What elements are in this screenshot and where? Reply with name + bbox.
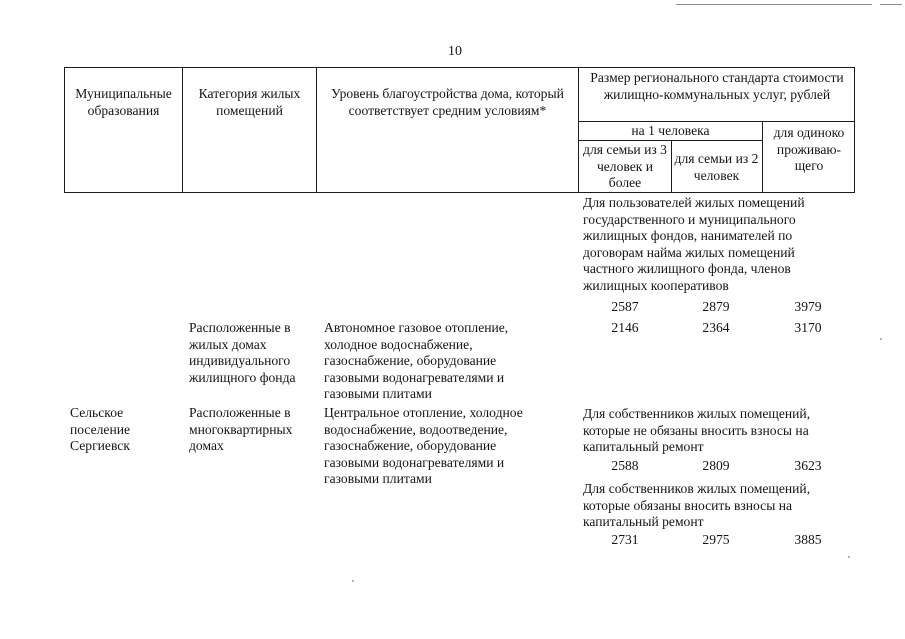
- header-family-3plus: для семьи из 3 человек и более: [583, 142, 667, 191]
- owners-not-obliged-value-family-2: 2809: [702, 458, 730, 473]
- owners-obliged-title: Для собственников жилых помещений, которые обязаны вносить взносы на капитальный ремонт: [583, 481, 811, 530]
- table-col-divider-1: [182, 67, 183, 193]
- sergievsk-category: Расположенные в многоквартирных домах: [189, 405, 293, 454]
- section-tenants-title: Для пользователей жилых помещений государственного и муниципального жилищных фондов, нанимателей по договорам найма жилых помещений частного жилищного фонда, членов жилищных кооперативов: [583, 195, 805, 293]
- tenants-value-family-2: 2879: [702, 299, 730, 314]
- owners-obliged-value-family-3plus: 2731: [611, 532, 639, 547]
- individual-value-single: 3170: [794, 320, 822, 335]
- tenants-value-single: 3979: [794, 299, 822, 314]
- table-border-left: [64, 67, 65, 193]
- owners-obliged-value-family-2: 2975: [702, 532, 730, 547]
- table-col-divider-3: [578, 67, 579, 193]
- header-per-person: на 1 человека: [631, 123, 710, 138]
- header-standard-size: Размер регионального стандарта стоимости жилищно-коммунальных услуг, рублей: [590, 70, 844, 102]
- header-municipalities: Муниципальные образования: [75, 86, 172, 118]
- scan-line-top: [676, 4, 872, 5]
- owners-not-obliged-title: Для собственников жилых помещений, которые не обязаны вносить взносы на капитальный ремонт: [583, 406, 811, 455]
- header-improvement-level: Уровень благоустройства дома, который соответствует средним условиям*: [331, 86, 564, 118]
- header-family-2: для семьи из 2 человек: [674, 151, 759, 183]
- header-single: для одиноко проживаю-щего: [773, 125, 845, 174]
- table-rule-mid: [579, 121, 855, 122]
- table-col-divider-2: [316, 67, 317, 193]
- individual-value-family-2: 2364: [702, 320, 730, 335]
- sergievsk-improvement-level: Центральное отопление, холодное водоснабжение, водоотведение, газоснабжение, оборудование газовыми водонагревателями и газовыми плитами: [324, 405, 523, 487]
- tenants-value-family-3plus: 2587: [611, 299, 639, 314]
- header-category: Категория жилых помещений: [198, 86, 301, 118]
- page-number: 10: [448, 44, 462, 59]
- individual-category: Расположенные в жилых домах индивидуального жилищного фонда: [189, 320, 296, 385]
- table-border-right: [854, 67, 855, 193]
- individual-value-family-3plus: 2146: [611, 320, 639, 335]
- scan-line-top-right: [880, 4, 902, 5]
- individual-improvement-level: Автономное газовое отопление, холодное водоснабжение, газоснабжение, оборудование газовыми водонагревателями и газовыми плитами: [324, 320, 509, 402]
- scan-speck: [352, 580, 354, 582]
- sergievsk-municipality: Сельское поселение Сергиевск: [70, 405, 131, 454]
- owners-obliged-value-single: 3885: [794, 532, 822, 547]
- table-col-divider-5: [762, 121, 763, 193]
- owners-not-obliged-value-single: 3623: [794, 458, 822, 473]
- scan-speck: [880, 338, 882, 340]
- owners-not-obliged-value-family-3plus: 2588: [611, 458, 639, 473]
- scan-speck: [848, 556, 850, 558]
